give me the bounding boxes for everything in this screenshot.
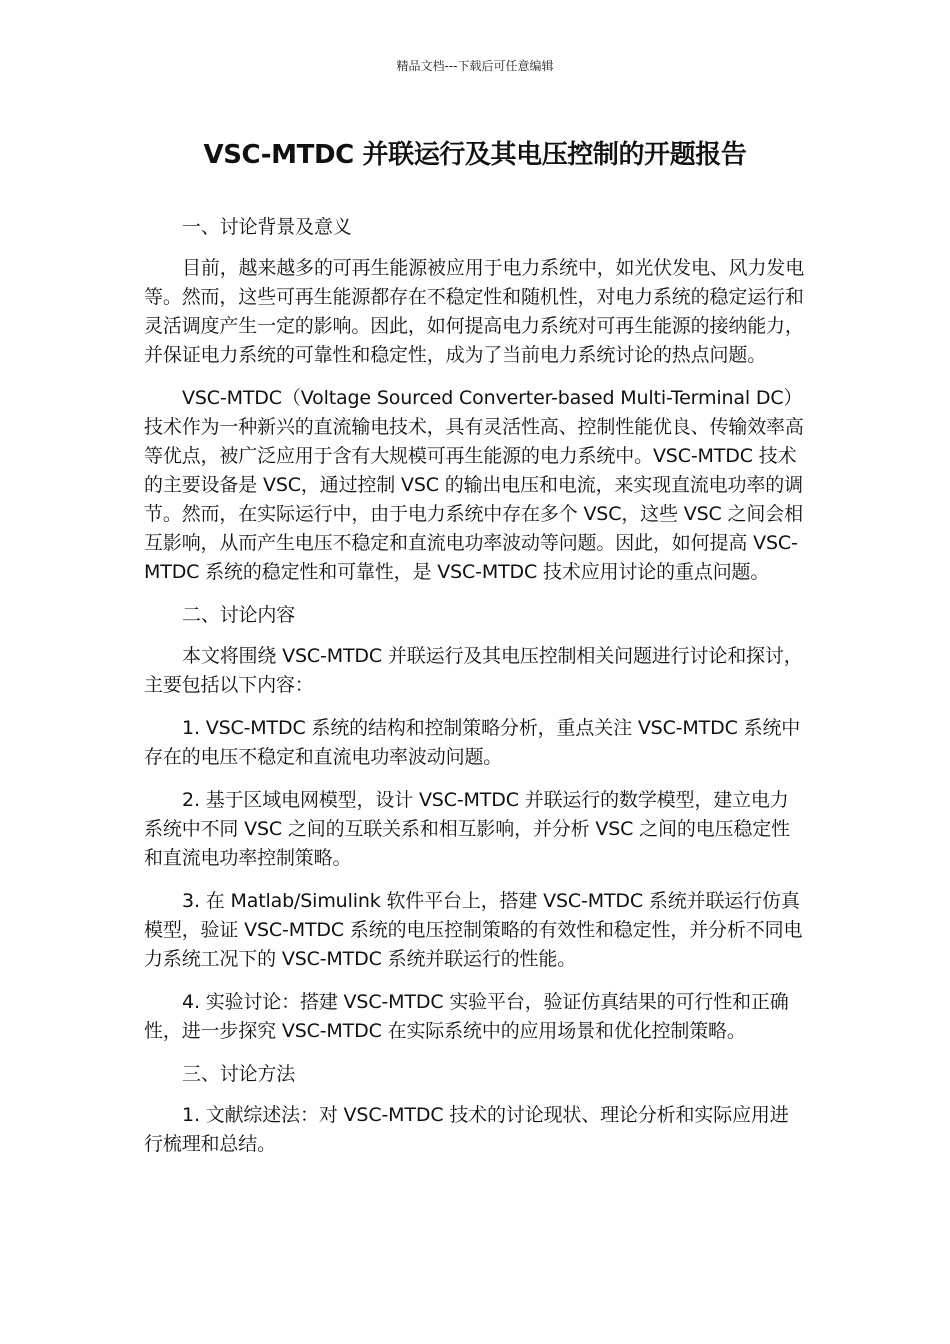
list-item-content-4: 4. 实验讨论：搭建 VSC-MTDC 实验平台，验证仿真结果的可行性和正确性，进一步探究 VSC-MTDC 在实际系统中的应用场景和优化控制策略。 <box>144 991 789 1042</box>
section-heading-methods: 三、讨论方法 <box>182 1063 296 1085</box>
header-watermark: 精品文档---下载后可任意编辑 <box>396 59 554 73</box>
section-heading-background: 一、讨论背景及意义 <box>182 216 352 238</box>
list-item-methods-1: 1. 文献综述法：对 VSC-MTDC 技术的讨论现状、理论分析和实际应用进行梳理和总结。 <box>144 1104 789 1155</box>
document-title: VSC-MTDC 并联运行及其电压控制的开题报告 <box>203 140 747 170</box>
list-item-content-1: 1. VSC-MTDC 系统的结构和控制策略分析，重点关注 VSC-MTDC 系统中存在的电压不稳定和直流电功率波动问题。 <box>144 717 801 768</box>
paragraph-content-intro: 本文将围绕 VSC-MTDC 并联运行及其电压控制相关问题进行讨论和探讨，主要包括以下内容： <box>144 645 803 696</box>
list-item-content-3: 3. 在 Matlab/Simulink 软件平台上，搭建 VSC-MTDC 系统并联运行仿真模型，验证 VSC-MTDC 系统的电压控制策略的有效性和稳定性，并分析不同电力系统工况下的 VSC-MTDC 系统并联运行的性能。 <box>144 890 803 970</box>
list-item-content-2: 2. 基于区域电网模型，设计 VSC-MTDC 并联运行的数学模型，建立电力系统中不同 VSC 之间的互联关系和相互影响，并分析 VSC 之间的电压稳定性和直流电功率控制策略。 <box>144 789 790 869</box>
paragraph-background-1: 目前，越来越多的可再生能源被应用于电力系统中，如光伏发电、风力发电等。然而，这些可再生能源都存在不稳定性和随机性，对电力系统的稳定运行和灵活调度产生一定的影响。因此，如何提高电力系统对可再生能源的接纳能力，并保证电力系统的可靠性和稳定性，成为了当前电力系统讨论的热点问题。 <box>144 257 805 366</box>
document-body <box>144 213 806 1173</box>
section-heading-content: 二、讨论内容 <box>182 604 296 626</box>
paragraph-background-2: VSC-MTDC（Voltage Sourced Converter-based Multi-Terminal DC）技术作为一种新兴的直流输电技术，具有灵活性高、控制性能优良、传输效率高等优点，被广泛应用于含有大规模可再生能源的电力系统中。VSC-MTDC 技术的主要设备是 VSC，通过控制 VSC 的输出电压和电流，来实现直流电功率的调节。然而，在实际运行中，由于电力系统中存在多个 VSC，这些 VSC 之间会相互影响，从而产生电压不稳定和直流电功率波动等问题。因此，如何提高 VSC-MTDC 系统的稳定性和可靠性，是 VSC-MTDC 技术应用讨论的重点问题。 <box>144 387 804 583</box>
